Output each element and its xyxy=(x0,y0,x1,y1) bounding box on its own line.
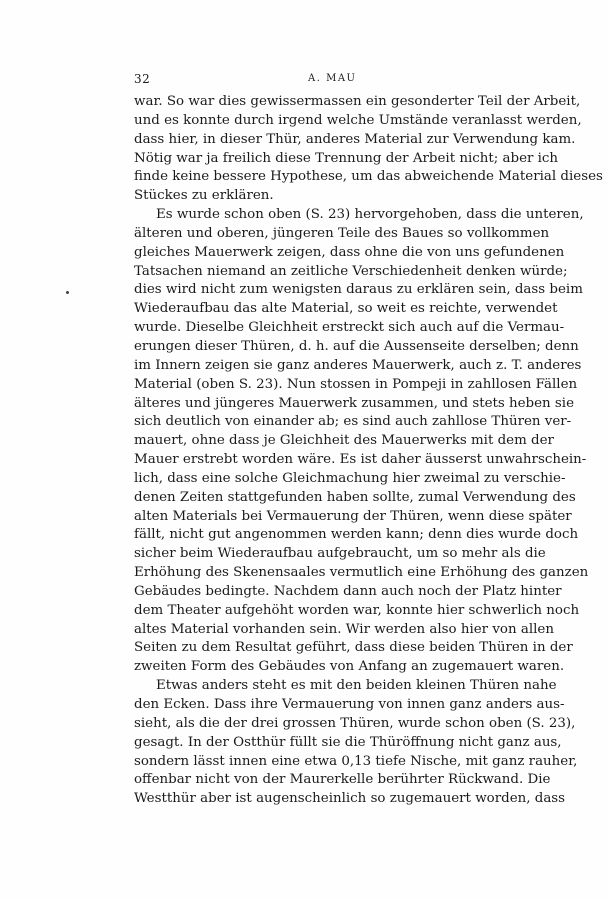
text-line: gleiches Mauerwerk zeigen, dass ohne die von uns gefundenen xyxy=(134,244,565,260)
text-line: Mauer erstrebt worden wäre. Es ist daher äusserst unwahrschein- xyxy=(134,452,587,468)
running-head: A. MAU xyxy=(308,73,357,84)
text-line: sicher beim Wiederaufbau aufgebraucht, um so mehr als die xyxy=(134,546,546,562)
text-line: Etwas anders steht es mit den beiden kleinen Thüren nahe xyxy=(156,678,557,694)
margin-speck xyxy=(66,291,69,294)
page-header xyxy=(134,72,516,92)
text-line: im Innern zeigen sie ganz anderes Mauerwerk, auch z. T. anderes xyxy=(134,357,582,373)
text-line: wurde. Dieselbe Gleichheit erstreckt sich auch auf die Vermau- xyxy=(134,320,565,336)
text-line: finde keine bessere Hypothese, um das abweichende Material dieses xyxy=(134,169,603,185)
text-line: älteres und jüngeres Mauerwerk zusammen, und stets heben sie xyxy=(134,395,575,411)
text-line: Seiten zu dem Resultat geführt, dass diese beiden Thüren in der xyxy=(134,640,573,656)
text-line: Wiederaufbau das alte Material, so weit es reichte, verwendet xyxy=(134,301,558,317)
page-number: 32 xyxy=(134,72,151,86)
text-line: Gebäudes bedingte. Nachdem dann auch noch der Platz hinter xyxy=(134,583,562,599)
text-line: dem Theater aufgehöht worden war, konnte hier schwerlich noch xyxy=(134,602,580,618)
text-line: den Ecken. Dass ihre Vermauerung von innen ganz anders aus- xyxy=(134,697,565,712)
text-line: zweiten Form des Gebäudes von Anfang an zugemauert waren. xyxy=(134,659,565,675)
text-line: offenbar nicht von der Maurerkelle berührter Rückwand. Die xyxy=(134,772,551,788)
text-line: Erhöhung des Skenensaales vermutlich eine Erhöhung des ganzen xyxy=(134,565,589,581)
text-line: denen Zeiten stattgefunden haben sollte, zumal Verwendung des xyxy=(134,489,576,505)
text-line: Es wurde schon oben (S. 23) hervorgehoben, dass die unteren, xyxy=(156,207,584,223)
text-line: und es konnte durch irgend welche Umstände veranlasst werden, xyxy=(134,112,582,128)
text-line: sondern lässt innen eine etwa 0,13 tiefe Nische, mit ganz rauher, xyxy=(134,753,578,769)
text-line: mauert, ohne dass je Gleichheit des Mauerwerks mit dem der xyxy=(134,433,554,449)
text-line: dies wird nicht zum wenigsten daraus zu erklären sein, dass beim xyxy=(134,282,583,298)
text-line: fällt, nicht gut angenommen werden kann; denn dies wurde doch xyxy=(134,527,579,543)
text-line: alten Materials bei Vermauerung der Thüren, wenn diese später xyxy=(134,508,572,524)
text-line: älteren und oberen, jüngeren Teile des Baues so vollkommen xyxy=(134,225,550,241)
text-line: lich, dass eine solche Gleichmachung hier zweimal zu verschie- xyxy=(134,470,566,486)
body-text xyxy=(134,93,603,809)
text-line: gesagt. In der Ostthür füllt sie die Thüröffnung nicht ganz aus, xyxy=(134,734,562,750)
text-line: sieht, als die der drei grossen Thüren, wurde schon oben (S. 23), xyxy=(134,715,576,731)
text-line: Material (oben S. 23). Nun stossen in Pompeji in zahllosen Fällen xyxy=(134,376,578,392)
text-line: Stückes zu erklären. xyxy=(134,188,274,204)
text-line: Nötig war ja freilich diese Trennung der Arbeit nicht; aber ich xyxy=(134,150,559,166)
text-line: altes Material vorhanden sein. Wir werden also hier von allen xyxy=(134,621,554,637)
text-line: sich deutlich von einander ab; es sind auch zahllose Thüren ver- xyxy=(134,414,572,430)
text-line: Westthür aber ist augenscheinlich so zugemauert worden, dass xyxy=(134,791,566,807)
text-line: dass hier, in dieser Thür, anderes Material zur Verwendung kam. xyxy=(134,131,576,147)
text-line: war. So war dies gewissermassen ein gesonderter Teil der Arbeit, xyxy=(134,94,581,109)
text-line: Tatsachen niemand an zeitliche Verschiedenheit denken würde; xyxy=(134,263,568,279)
text-line: erungen dieser Thüren, d. h. auf die Aussenseite derselben; denn xyxy=(134,338,579,354)
